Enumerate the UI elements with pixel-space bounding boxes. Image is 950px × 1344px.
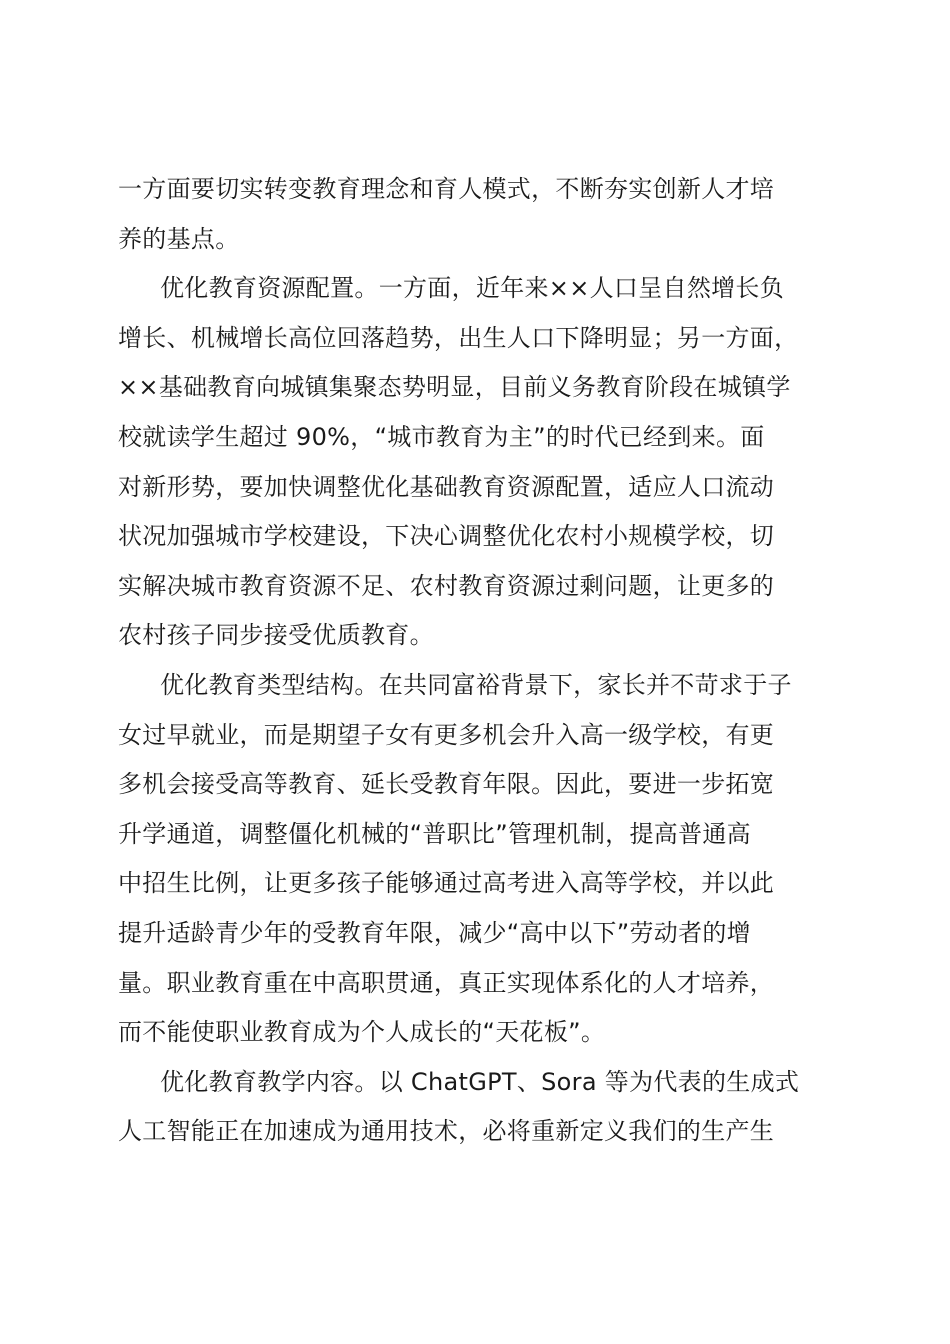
text-line: 女过早就业，而是期望子女有更多机会升入高一级学校，有更 — [118, 720, 775, 749]
text-line: 提升适龄青少年的受教育年限，减少“高中以下”劳动者的增 — [118, 918, 751, 947]
text-line: 农村孩子同步接受优质教育。 — [118, 621, 434, 650]
text-line: 多机会接受高等教育、延长受教育年限。因此，要进一步拓宽 — [118, 770, 775, 799]
text-line: 人工智能正在加速成为通用技术，必将重新定义我们的生产生 — [118, 1117, 775, 1146]
text-line: 一方面要切实转变教育理念和育人模式，不断夯实创新人才培 — [118, 175, 775, 203]
text-line: 养的基点。 — [118, 224, 240, 253]
text-line: 状况加强城市学校建设，下决心调整优化农村小规模学校，切 — [118, 522, 775, 551]
paragraph-heading-line: 优化教育教学内容。以 ChatGPT、Sora 等为代表的生成式 — [160, 1067, 800, 1096]
text-line: 量。职业教育重在中高职贯通，真正实现体系化的人才培养， — [118, 968, 775, 997]
text-line: 对新形势，要加快调整优化基础教育资源配置，适应人口流动 — [118, 472, 775, 501]
text-line: 增长、机械增长高位回落趋势，出生人口下降明显；另一方面， — [118, 323, 799, 352]
text-line: 而不能使职业教育成为个人成长的“天花板”。 — [118, 1018, 606, 1047]
text-line: 中招生比例，让更多孩子能够通过高考进入高等学校，并以此 — [118, 869, 775, 898]
text-line: 实解决城市教育资源不足、农村教育资源过剩问题，让更多的 — [118, 571, 775, 600]
text-line: ××基础教育向城镇集聚态势明显，目前义务教育阶段在城镇学 — [118, 373, 791, 402]
paragraph-heading-line: 优化教育资源配置。一方面，近年来××人口呈自然增长负 — [160, 274, 785, 303]
text-line: 升学通道，调整僵化机械的“普职比”管理机制，提高普通高 — [118, 819, 751, 848]
document-body — [118, 165, 830, 1157]
text-line: 校就读学生超过 90%，“城市教育为主”的时代已经到来。面 — [118, 422, 765, 451]
paragraph-heading-line: 优化教育类型结构。在共同富裕背景下，家长并不苛求于子 — [160, 670, 792, 699]
